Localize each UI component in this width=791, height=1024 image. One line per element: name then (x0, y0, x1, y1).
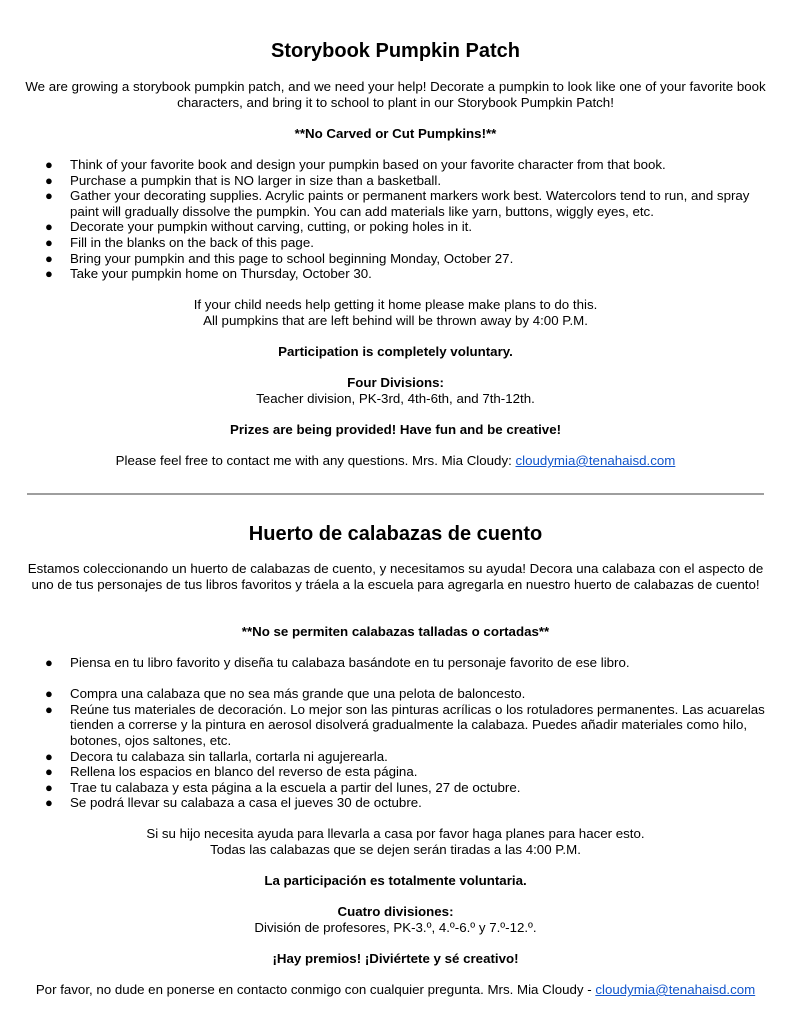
bullet-icon: ● (45, 686, 53, 702)
list-item: ● Se podrá llevar su calabaza a casa el jueves 30 de octubre. (45, 795, 422, 811)
english-voluntary-note: Participation is completely voluntary. (278, 344, 513, 359)
english-contact-email-link[interactable]: cloudymia@tenahaisd.com (515, 453, 676, 468)
list-item: ● Rellena los espacios en blanco del reverso de esta página. (45, 764, 418, 780)
list-item: ● Decorate your pumpkin without carving, cutting, or poking holes in it. (45, 219, 473, 235)
spanish-divisions-list: División de profesores, PK-3.º, 4.º-6.º y 7.º-12.º. (254, 920, 537, 935)
english-divisions-heading: Four Divisions: (347, 375, 444, 390)
bullet-icon: ● (45, 795, 53, 811)
spanish-prizes-note: ¡Hay premios! ¡Diviértete y sé creativo! (272, 951, 519, 966)
list-item: ● Think of your favorite book and design your pumpkin based on your favorite character from that book. (45, 157, 666, 172)
bullet-icon: ● (45, 748, 53, 764)
english-contact-line (26, 453, 765, 469)
english-pickup-line-1: If your child needs help getting it home please make plans to do this. (193, 297, 598, 312)
bullet-icon: ● (45, 188, 53, 204)
bullet-icon: ● (45, 779, 53, 795)
english-pickup-line-2: All pumpkins that are left behind will be thrown away by 4:00 P.M. (203, 313, 588, 328)
english-prizes-note: Prizes are being provided! Have fun and be creative! (229, 422, 562, 437)
list-item: ● Decora tu calabaza sin tallarla, cortarla ni agujerearla. (45, 748, 388, 764)
list-item: ● Purchase a pumpkin that is NO larger in size than a basketball. (45, 172, 442, 188)
spanish-voluntary-note: La participación es totalmente voluntaria. (264, 873, 527, 888)
bullet-icon: ● (45, 266, 53, 282)
list-item: ● Gather your decorating supplies. Acrylic paints or permanent markers work best. Watercolors tend to run, and spray paint will gradually dissolve the pumpkin. You can add materials like yarn, buttons, wiggly eyes, etc. (45, 188, 750, 219)
english-title: Storybook Pumpkin Patch (271, 40, 520, 62)
bullet-icon: ● (45, 655, 53, 670)
list-item: ● Take your pumpkin home on Thursday, October 30. (45, 266, 372, 282)
english-warning: **No Carved or Cut Pumpkins!** (294, 126, 497, 141)
list-item: ● Compra una calabaza que no sea más grande que una pelota de baloncesto. (45, 686, 526, 702)
english-divisions-list: Teacher division, PK-3rd, 4th-6th, and 7th-12th. (256, 391, 535, 406)
bullet-icon: ● (45, 157, 53, 172)
bullet-icon: ● (45, 250, 53, 266)
spanish-pickup-line-1: Si su hijo necesita ayuda para llevarla a casa por favor haga planes para hacer esto. (146, 826, 645, 841)
bullet-icon: ● (45, 234, 53, 250)
spanish-contact-email-link[interactable]: cloudymia@tenahaisd.com (595, 982, 756, 997)
spanish-title: Huerto de calabazas de cuento (248, 523, 543, 545)
list-item: ● Fill in the blanks on the back of this page. (45, 234, 314, 250)
spanish-contact-line (10, 982, 781, 998)
section-divider (27, 493, 764, 495)
spanish-steps-list (0, 655, 791, 811)
list-item: ● Trae tu calabaza y esta página a la escuela a partir del lunes, 27 de octubre. (45, 779, 521, 795)
bullet-icon: ● (45, 764, 53, 780)
list-item: ● Piensa en tu libro favorito y diseña tu calabaza basándote en tu personaje favorito de ese libro. (45, 655, 630, 670)
spanish-warning: **No se permiten calabazas talladas o cortadas** (241, 624, 550, 639)
bullet-icon: ● (45, 219, 53, 235)
spanish-divisions-heading: Cuatro divisiones: (337, 904, 454, 919)
list-item: ● Bring your pumpkin and this page to school beginning Monday, October 27. (45, 250, 514, 266)
english-intro: We are growing a storybook pumpkin patch, and we need your help! Decorate a pumpkin to look like one of your favorite book characters, and bring it to school to plant in our Storybook Pumpkin Patch! (25, 79, 766, 110)
list-item: ● Reúne tus materiales de decoración. Lo mejor son las pinturas acrílicas o los rotuladores permanentes. Las acuarelas tienden a correrse y la pintura en aerosol disolverá gradualmente la calabaza. Puedes añadir materiales como hilo, botones, ojos saltones, etc. (45, 701, 765, 748)
spanish-intro: Estamos coleccionando un huerto de calabazas de cuento, y necesitamos su ayuda! Decora una calabaza con el aspecto de uno de tus personajes de tus libros favoritos y tráela a la escuela para agregarla en nuestro huerto de calabazas de cuento! (27, 561, 764, 592)
bullet-icon: ● (45, 701, 53, 717)
english-steps-list (0, 157, 791, 282)
spanish-contact-text: Por favor, no dude en ponerse en contacto conmigo con cualquier pregunta. Mrs. Mia Cloudy - (35, 982, 596, 997)
spanish-pickup-line-2: Todas las calabazas que se dejen serán tiradas a las 4:00 P.M. (210, 842, 581, 857)
bullet-icon: ● (45, 172, 53, 188)
english-contact-text: Please feel free to contact me with any questions. Mrs. Mia Cloudy: (115, 453, 516, 468)
